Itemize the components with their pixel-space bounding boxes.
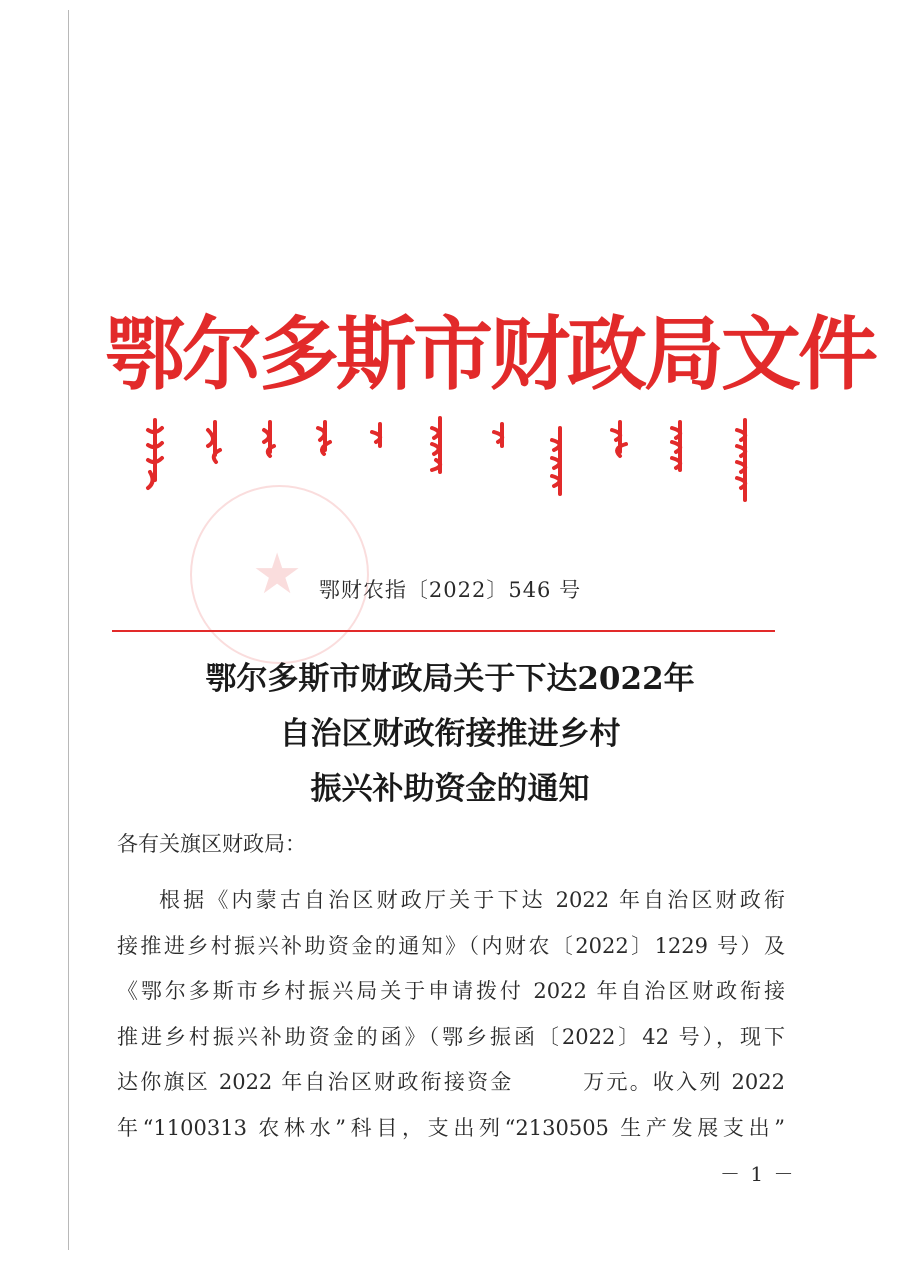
title-line: 自治区财政衔接推进乡村 [279, 716, 621, 752]
salutation: 各有关旗区财政局： [117, 832, 306, 856]
page-number: － 1 － [720, 1162, 796, 1186]
body-line: 达你旗区 2022 年自治区财政衔接资金 万元。收入列 2022 [117, 1070, 785, 1094]
mongolian-script-letterhead [140, 410, 760, 510]
body-line: 根据《内蒙古自治区财政厅关于下达 2022 年自治区财政衔 [159, 888, 785, 912]
letterhead-title: 鄂尔多斯市财政局文件 [105, 308, 875, 401]
binding-margin-line [68, 10, 69, 1250]
document-number: 鄂财农指〔2022〕546 号 [318, 578, 582, 602]
title-line: 振兴补助资金的通知 [310, 771, 590, 807]
body-text [117, 878, 785, 1151]
body-line: 推进乡村振兴补助资金的函》（鄂乡振函〔2022〕42 号），现下 [117, 1024, 785, 1049]
seal-star-icon: ★ [252, 542, 303, 607]
body-line: 接推进乡村振兴补助资金的通知》（内财农〔2022〕1229 号）及 [117, 933, 785, 958]
red-divider-line [112, 630, 775, 632]
title-line: 鄂尔多斯市财政局关于下达2022年 [205, 661, 695, 697]
body-line: 《鄂尔多斯市乡村振兴局关于申请拨付 2022 年自治区财政衔接 [117, 979, 785, 1003]
document-title [0, 652, 900, 817]
body-line: 年“1100313 农林水”科目，支出列“2130505 生产发展支出” [117, 1115, 785, 1140]
